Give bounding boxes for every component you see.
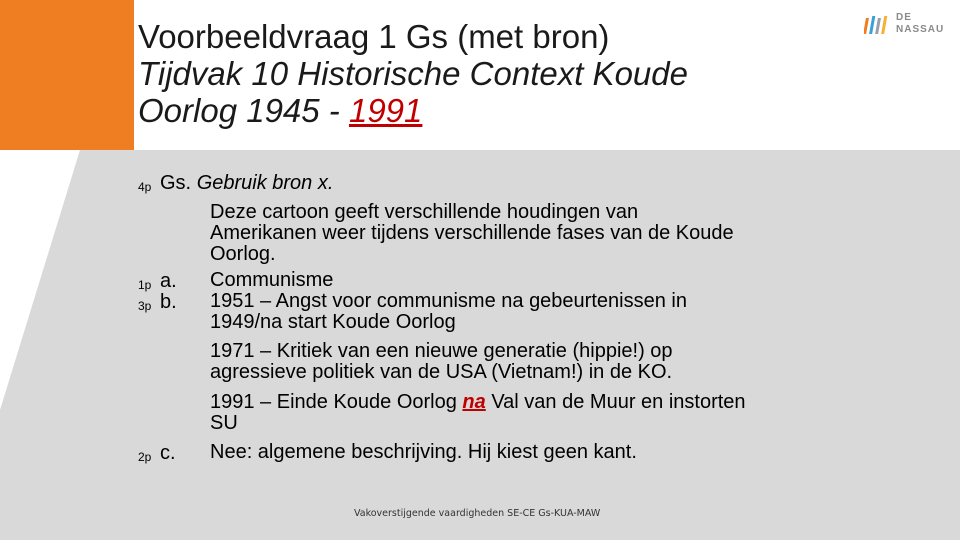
b-answer-line-6: SU — [210, 412, 238, 434]
b-answer-line-5 — [210, 392, 890, 413]
intro-line-2: Amerikanen weer tijdens verschillende fases van de Koude — [210, 222, 734, 244]
b-line-5-suffix: Val van de Muur en instorten — [485, 391, 746, 413]
c-label: c. — [160, 442, 176, 464]
a-points: 1p — [138, 278, 152, 292]
b-points: 3p — [138, 299, 152, 313]
gs-line — [160, 172, 333, 195]
intro-line-1: Deze cartoon geeft verschillende houdingen van — [210, 201, 639, 223]
title-line-2: Tijdvak 10 Historische Context Koude — [138, 55, 688, 92]
b-answer-line-4: agressieve politiek van de USA (Vietnam!) in de KO. — [210, 361, 673, 383]
c-answer: Nee: algemene beschrijving. Hij kiest geen kant. — [210, 441, 637, 463]
title-line-1: Voorbeeldvraag 1 Gs (met bron) — [138, 18, 610, 55]
a-answer: Communisme — [210, 269, 334, 291]
emphasis-na: na — [462, 391, 486, 413]
footer-text: Vakoverstijgende vaardigheden SE-CE Gs-KUA-MAW — [354, 508, 601, 519]
b-answer-line-3: 1971 – Kritiek van een nieuwe generatie (hippie!) op — [210, 340, 673, 362]
b-answer-line-1: 1951 – Angst voor communisme na gebeurtenissen in — [210, 290, 687, 312]
b-label: b. — [160, 291, 177, 313]
c-points: 2p — [138, 450, 152, 464]
b-answer-line-2: 1949/na start Koude Oorlog — [210, 311, 456, 333]
b-line-5-prefix: 1991 – Einde Koude Oorlog — [210, 391, 463, 413]
gs-points: 4p — [138, 180, 152, 194]
title-year-highlight: 1991 — [348, 92, 423, 129]
logo-text-line-2: NASSAU — [896, 24, 945, 35]
intro-line-3: Oorlog. — [210, 243, 276, 265]
logo-text-line-1: DE — [896, 12, 912, 23]
gs-instruction: Gebruik bron x. — [196, 172, 334, 194]
title-line-3-prefix: Oorlog 1945 - — [138, 92, 349, 129]
gs-label: Gs. — [160, 172, 192, 194]
a-label: a. — [160, 270, 177, 292]
